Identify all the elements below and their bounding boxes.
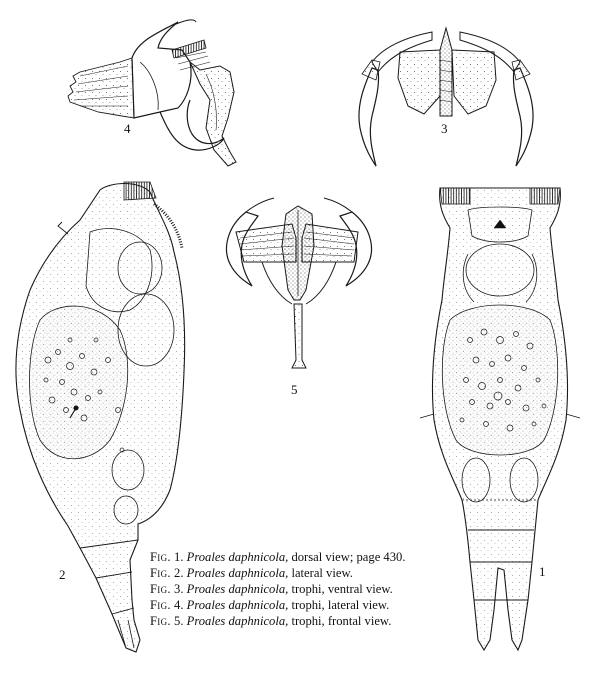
figure-number-2: 2 — [59, 567, 66, 582]
figure-number-4: 4 — [124, 121, 131, 136]
caption-text: , lateral view. — [285, 566, 353, 580]
caption-number: 5. — [174, 614, 184, 628]
figure-captions — [150, 549, 590, 629]
figure-5-trophi-frontal — [227, 198, 372, 368]
caption-number: 2. — [174, 566, 184, 580]
caption-species: Proales daphnicola — [186, 566, 286, 580]
caption-species: Proales daphnicola — [186, 598, 286, 612]
figure-4-trophi-lateral — [68, 20, 236, 166]
caption-label: Fig. — [150, 614, 171, 628]
caption-label: Fig. — [150, 582, 171, 596]
caption-figure-2 — [150, 565, 590, 581]
caption-species: Proales daphnicola — [186, 614, 286, 628]
caption-figure-1 — [150, 549, 590, 565]
caption-figure-5 — [150, 613, 590, 629]
figure-number-3: 3 — [441, 121, 448, 136]
caption-text: , dorsal view; page 430. — [285, 550, 406, 564]
caption-figure-4 — [150, 597, 590, 613]
caption-text: , trophi, lateral view. — [285, 598, 390, 612]
caption-label: Fig. — [150, 566, 171, 580]
caption-number: 3. — [174, 582, 184, 596]
caption-label: Fig. — [150, 598, 171, 612]
caption-figure-3 — [150, 581, 590, 597]
caption-species: Proales daphnicola — [186, 582, 286, 596]
figure-number-1: 1 — [539, 564, 546, 579]
caption-species: Proales daphnicola — [186, 550, 286, 564]
caption-label: Fig. — [150, 550, 171, 564]
figure-3-trophi-ventral — [359, 28, 533, 166]
caption-number: 1. — [174, 550, 184, 564]
caption-number: 4. — [174, 598, 184, 612]
caption-text: , trophi, frontal view. — [285, 614, 392, 628]
caption-text: , trophi, ventral view. — [285, 582, 393, 596]
figure-number-5: 5 — [291, 382, 298, 397]
